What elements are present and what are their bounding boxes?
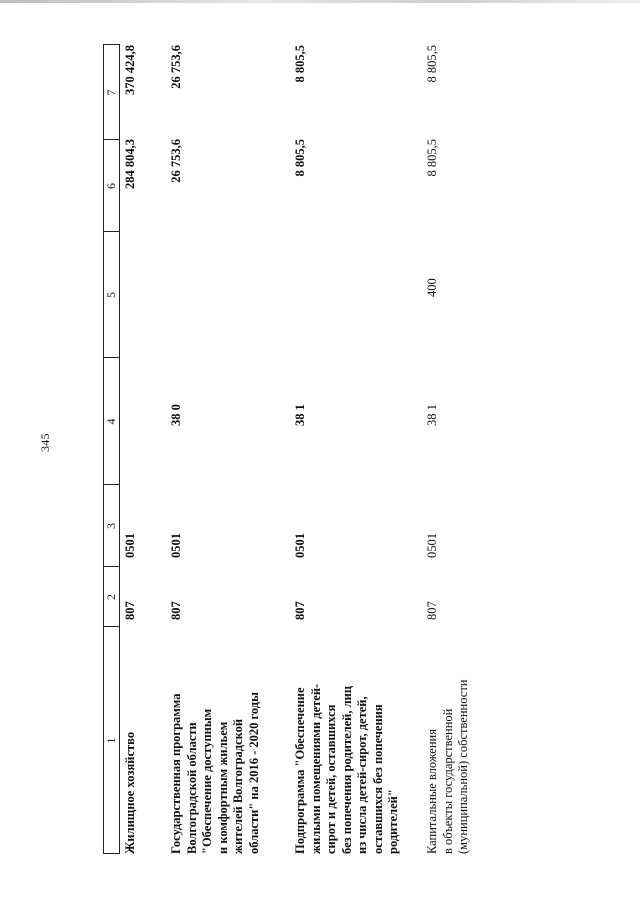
- row-name-line: "Обеспечение доступным: [200, 708, 214, 854]
- row-section-code: 0501: [293, 533, 307, 558]
- row-name-line: и комфортным жильем: [215, 721, 230, 854]
- row-section-code: 0501: [425, 533, 439, 558]
- scan-top-edge: [0, 0, 640, 3]
- row-amount-2018: 26 753,6: [169, 45, 183, 89]
- row-section-code: 0501: [123, 533, 137, 558]
- row-name-line: Государственная программа: [169, 693, 183, 854]
- header-cell-5: 5: [104, 292, 118, 298]
- row-name-line: сирот и детей, оставшихся: [324, 704, 338, 854]
- header-bottom-rule: [119, 44, 120, 854]
- row-name-line: Капитальные вложения: [425, 729, 439, 854]
- row-name-line: родителей": [386, 789, 400, 854]
- row-name-line: Волгоградской области: [184, 722, 199, 854]
- header-cell-4: 4: [104, 418, 118, 425]
- row-expense-type: 400: [425, 278, 439, 297]
- row-name: [169, 644, 262, 854]
- row-target-code: 38 1: [293, 404, 307, 426]
- row-amount-2018: 370 424,8: [123, 45, 137, 95]
- row-name: [425, 644, 472, 854]
- row-name-line: жилыми помещениями детей-: [308, 683, 323, 854]
- header-cell-1: 1: [104, 737, 118, 744]
- row-target-code: 38 1: [425, 404, 439, 426]
- row-ministry-code: 807: [169, 601, 183, 620]
- row-section-code: 0501: [169, 533, 183, 558]
- header-cell-6: 6: [104, 183, 118, 189]
- row-name-line: оставшихся без попечения: [370, 704, 385, 854]
- row-amount-2018: 8 805,5: [425, 45, 439, 83]
- row-target-code: 38 0: [169, 404, 183, 426]
- row-name-line: без попечения родителей, лиц: [339, 685, 354, 854]
- row-amount-2017: 8 805,5: [425, 139, 439, 177]
- row-name-line: (муниципальной) собственности: [456, 679, 470, 854]
- row-ministry-code: 807: [293, 601, 307, 620]
- row-name-line: из числа детей-сирот, детей,: [355, 696, 369, 854]
- row-amount-2017: 284 804,3: [123, 139, 137, 189]
- page-number: 345: [38, 433, 52, 452]
- row-name-line: области" на 2016 - 2020 годы: [246, 692, 261, 854]
- row-name-line: Подпрограмма "Обеспечение: [293, 687, 307, 854]
- header-cell-2: 2: [104, 594, 118, 600]
- row-name: Жилищное хозяйство: [123, 731, 137, 854]
- header-cell-7: 7: [104, 89, 118, 96]
- budget-table: [103, 44, 508, 854]
- row-amount-2017: 26 753,6: [169, 139, 183, 183]
- row-ministry-code: 807: [425, 601, 439, 620]
- header-cell-3: 3: [104, 523, 118, 529]
- row-amount-2017: 8 805,5: [293, 139, 307, 177]
- row-name-line: в объекты государственной: [440, 708, 455, 854]
- row-name: [293, 644, 402, 854]
- row-name-line: жителей Волгоградской: [231, 718, 245, 854]
- row-ministry-code: 807: [123, 601, 137, 620]
- row-amount-2018: 8 805,5: [293, 45, 307, 83]
